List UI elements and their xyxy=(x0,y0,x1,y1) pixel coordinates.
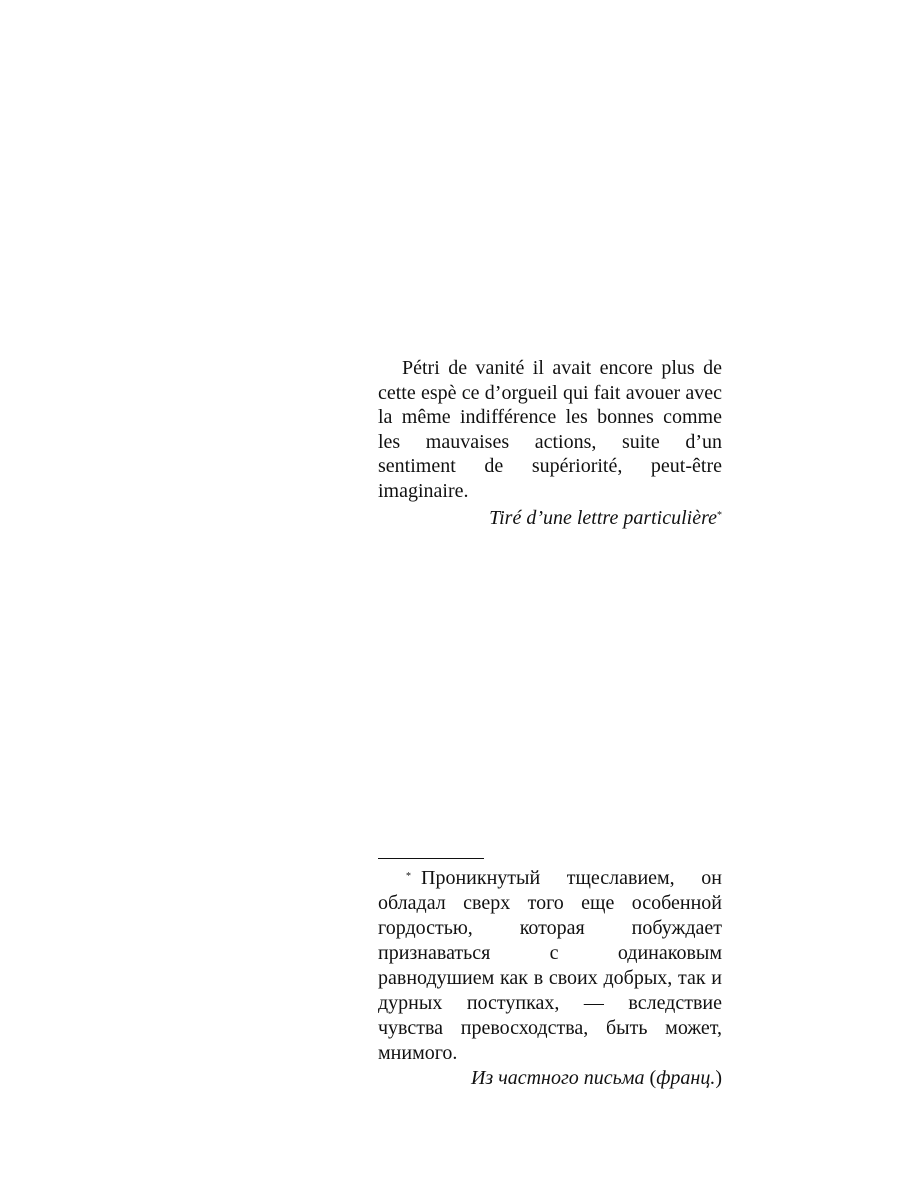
footnote-reference-mark: * xyxy=(717,509,722,521)
footnote xyxy=(378,866,722,1091)
epigraph-source xyxy=(378,506,722,531)
epigraph xyxy=(378,356,722,530)
footnote-text: Проникнутый тщеславием, он обладал сверх того еще особенной гордостью, которая побуждает признаваться с одинаковым равнодушием как в своих добрых, так и дурных поступках, — вследствие чувства превосходства, быть может, мнимого. xyxy=(378,867,722,1064)
footnote-source-language: франц. xyxy=(656,1067,716,1089)
footnote-source-open-paren: ( xyxy=(644,1067,657,1089)
footnote-separator xyxy=(378,858,484,859)
epigraph-source-text: Tiré d’une lettre particulière xyxy=(489,506,717,529)
footnote-text-block xyxy=(378,866,722,1066)
footnote-source-text: Из частного письма xyxy=(470,1067,645,1089)
footnote-source-close-paren: ) xyxy=(715,1067,722,1089)
epigraph-text: Pétri de vanité il avait encore plus de cette espè ce d’orgueil qui fait avouer avec la même indifférence les bonnes comme les mauvaises actions, suite d’un sentiment de supériorité, peut-être imaginaire. xyxy=(378,357,722,502)
footnote-source xyxy=(378,1066,722,1091)
footnote-mark: * xyxy=(406,871,411,882)
